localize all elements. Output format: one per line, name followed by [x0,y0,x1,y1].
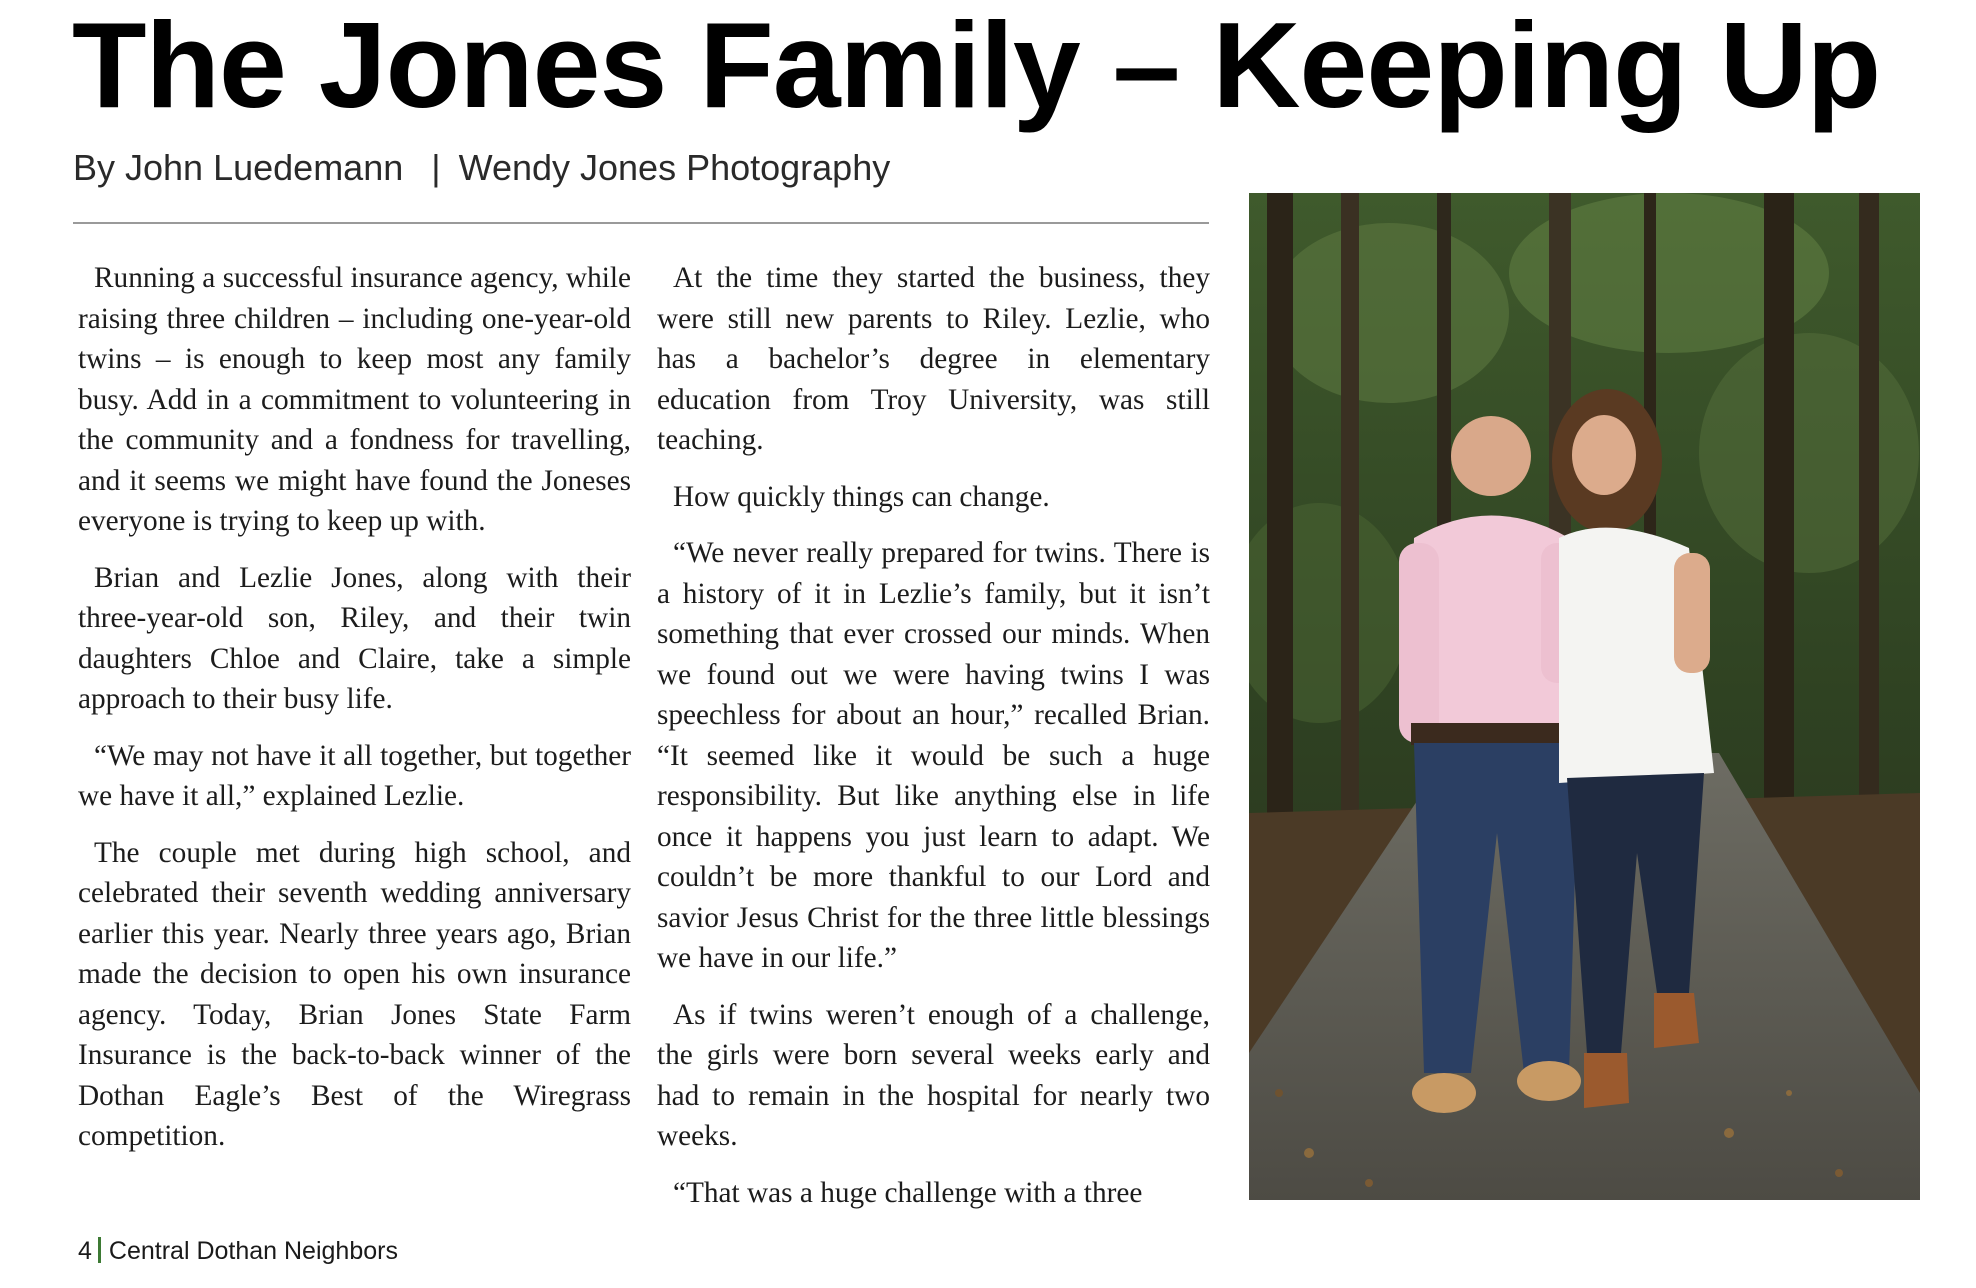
article-column-right [657,258,1210,1229]
paragraph: “We never really prepared for twins. There is a history of it in Lezlie’s family, but it isn’t something that ever crossed our minds. When we found out we were having twins I was speechless for about an hour,” recalled Brian. “It seemed like it would be such a huge responsibility. But like anything else in life once it happens you just learn to adapt. We couldn’t be more thankful to our Lord and savior Jesus Christ for the three little blessings we have in our life.” [657,537,1210,974]
byline-rule [73,222,1209,224]
byline [73,146,890,190]
paragraph: Running a successful insurance agency, while raising three children – including one-year-old twins – is enough to keep most any family busy. Add in a commitment to volunteering in the community and a fondness for travelling, and it seems we might have found the Joneses everyone is trying to keep up with. [78,262,631,537]
footer-divider [98,1237,101,1263]
page-footer [78,1236,398,1266]
byline-photographer: Wendy Jones Photography [458,147,891,188]
publication-name: Central Dothan Neighbors [108,1237,398,1265]
article-column-left [78,258,631,1173]
family-photo-illustration [1249,193,1920,1200]
article-title: The Jones Family – Keeping Up [72,0,1881,133]
paragraph: How quickly things can change. [673,480,1050,513]
family-photo [1249,193,1920,1200]
paragraph: At the time they started the business, they were still new parents to Riley. Lezlie, who has a bachelor’s degree in elementary education from Troy University, was still teaching. [657,262,1210,456]
page-number: 4 [78,1237,92,1265]
paragraph: As if twins weren’t enough of a challenge, the girls were born several weeks early and had to remain in the hospital for nearly two weeks. [657,998,1210,1152]
byline-author: By John Luedemann [73,147,404,188]
byline-separator: | [431,147,441,188]
paragraph: Brian and Lezlie Jones, along with their three-year-old son, Riley, and their twin daughters Chloe and Claire, take a simple approach to their busy life. [78,561,631,715]
paragraph: “We may not have it all together, but together we have it all,” explained Lezlie. [78,739,631,812]
paragraph: The couple met during high school, and celebrated their seventh wedding anniversary earlier this year. Nearly three years ago, Brian made the decision to open his own insurance agency. Today, Brian Jones State Farm Insurance is the back-to-back winner of the Dothan Eagle’s Best of the Wiregrass competition. [78,836,631,1152]
paragraph: “That was a huge challenge with a three [673,1176,1143,1209]
